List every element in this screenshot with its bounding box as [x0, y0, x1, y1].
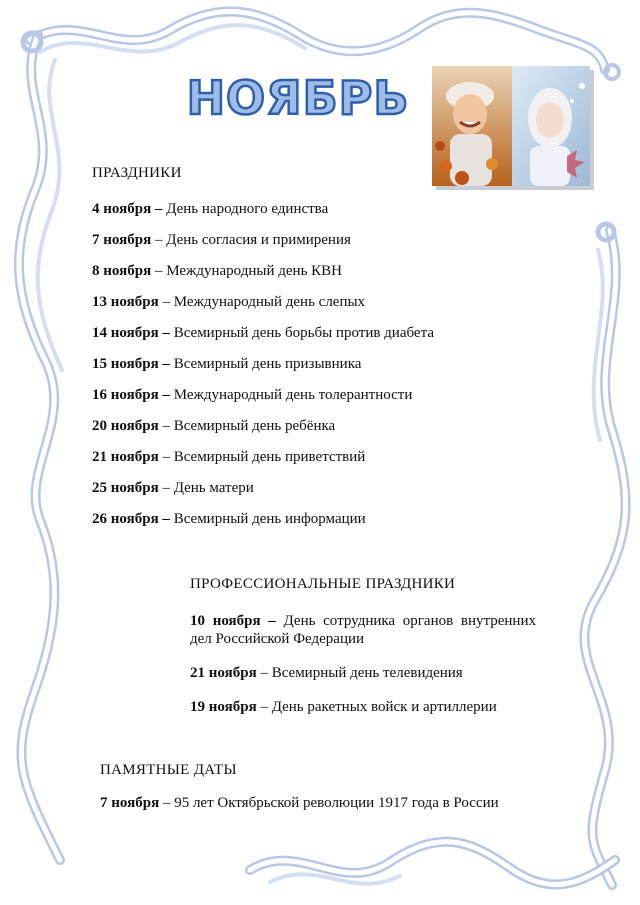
- list-item: 10 ноября – День сотрудника органов внутренних дел Российской Федерации: [190, 613, 536, 647]
- memorial-heading: ПАМЯТНЫЕ ДАТЫ: [100, 762, 237, 778]
- professional-list: [190, 612, 536, 732]
- list-item: 21 ноября – Всемирный день телевидения: [190, 665, 463, 681]
- list-item: 21 ноября – Всемирный день приветствий: [92, 449, 366, 465]
- list-item: 20 ноября – Всемирный день ребёнка: [92, 418, 336, 434]
- list-item: 13 ноября – Международный день слепых: [92, 294, 366, 310]
- list-item: 25 ноября – День матери: [92, 480, 254, 496]
- page-title: [178, 64, 418, 124]
- winter-autumn-photo: [432, 66, 590, 186]
- list-item: 7 ноября – День согласия и примирения: [92, 232, 351, 248]
- list-item: 4 ноября – День народного единства: [92, 201, 329, 217]
- list-item: 19 ноября – День ракетных войск и артиллерии: [190, 699, 497, 715]
- professional-heading: ПРОФЕССИОНАЛЬНЫЕ ПРАЗДНИКИ: [190, 576, 456, 592]
- list-item: 26 ноября – Всемирный день информации: [92, 511, 366, 527]
- list-item: 8 ноября – Международный день КВН: [92, 263, 342, 279]
- svg-text:НОЯБРЬ: НОЯБРЬ: [186, 71, 410, 124]
- list-item: 15 ноября – Всемирный день призывника: [92, 356, 362, 372]
- list-item: 7 ноября – 95 лет Октябрьской революции 1917 года в России: [100, 795, 499, 811]
- holidays-list: [92, 200, 434, 541]
- list-item: 14 ноября – Всемирный день борьбы против диабета: [92, 325, 434, 341]
- holidays-heading: ПРАЗДНИКИ: [92, 165, 182, 181]
- list-item: 16 ноября – Международный день толерантности: [92, 387, 413, 403]
- memorial-list: [100, 794, 499, 812]
